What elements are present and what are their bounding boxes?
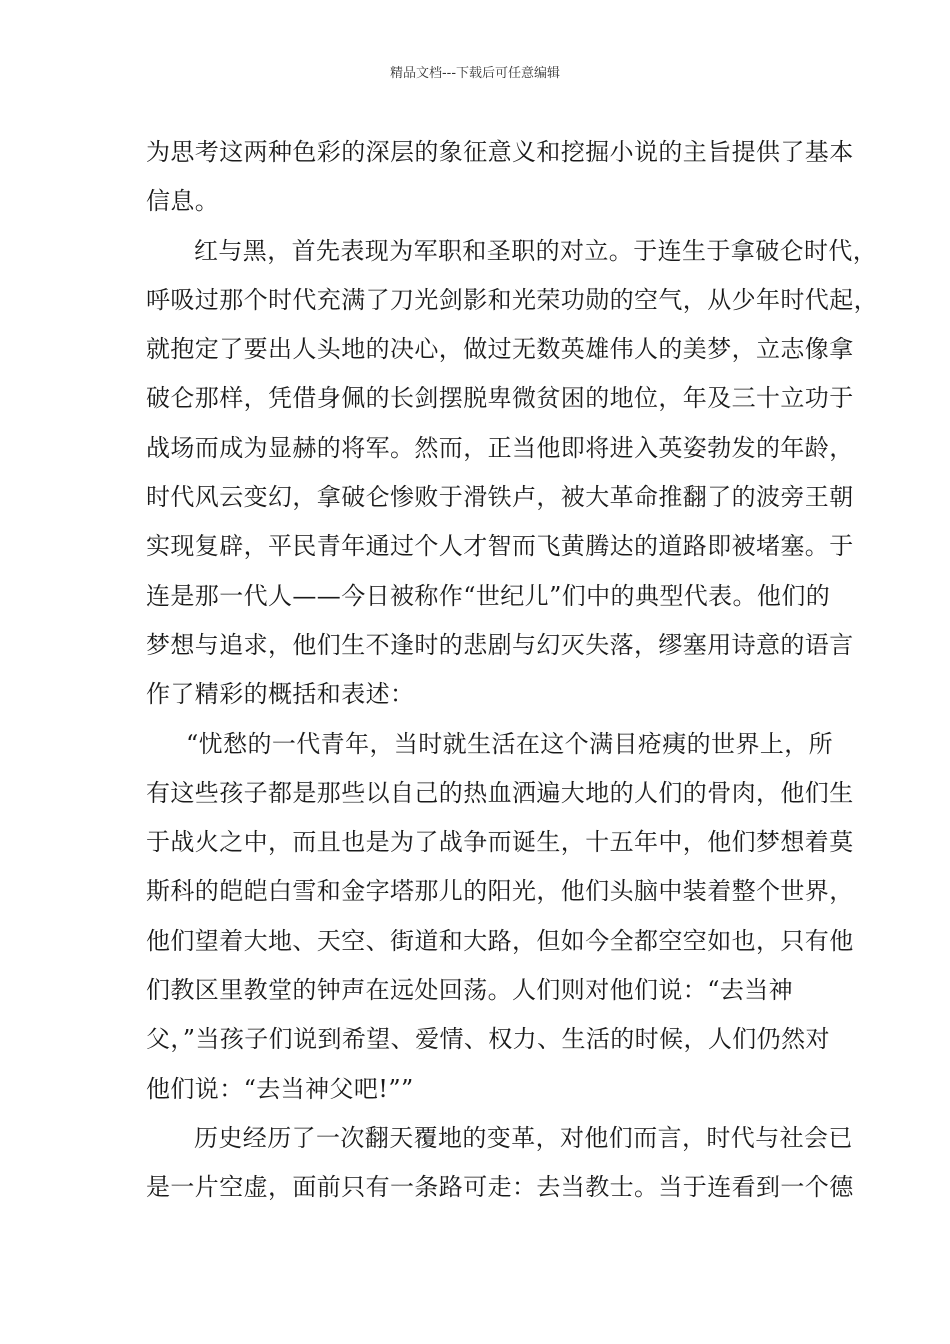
text-line: 连是那一代人——今日被称作“世纪儿”们中的典型代表。他们的 <box>146 581 831 610</box>
quote-start-line: “忧愁的一代青年，当时就生活在这个满目疮痍的世界上，所 <box>186 729 834 758</box>
text-line: 实现复辟，平民青年通过个人才智而飞黄腾达的道路即被堵塞。于 <box>146 532 854 561</box>
document-body <box>146 128 878 1213</box>
text-line: 有这些孩子都是那些以自己的热血洒遍大地的人们的骨肉，他们生 <box>146 778 854 807</box>
text-line: 斯科的皑皑白雪和金字塔那儿的阳光，他们头脑中装着整个世界， <box>146 877 854 906</box>
text-line: 他们望着大地、天空、街道和大路，但如今全都空空如也，只有他 <box>146 926 854 955</box>
text-line: 信息。 <box>146 187 220 216</box>
text-line: 为思考这两种色彩的深层的象征意义和挖掘小说的主旨提供了基本 <box>146 138 854 166</box>
paragraph-start-line: 红与黑，首先表现为军职和圣职的对立。于连生于拿破仑时代， <box>194 236 878 265</box>
text-line: 战场而成为显赫的将军。然而，正当他即将进入英姿勃发的年龄， <box>146 433 854 462</box>
text-line: 时代风云变幻，拿破仑惨败于滑铁卢，被大革命推翻了的波旁王朝 <box>146 483 854 512</box>
text-line: 于战火之中，而且也是为了战争而诞生，十五年中，他们梦想着莫 <box>146 828 854 857</box>
text-line: 们教区里教堂的钟声在远处回荡。人们则对他们说：“去当神 <box>146 976 794 1005</box>
text-line: 父，”当孩子们说到希望、爱情、权力、生活的时候，人们仍然对 <box>146 1025 830 1054</box>
text-line: 破仑那样，凭借身佩的长剑摆脱卑微贫困的地位，年及三十立功于 <box>146 384 854 413</box>
text-line: 是一片空虚，面前只有一条路可走：去当教士。当于连看到一个德 <box>146 1173 854 1202</box>
text-line: 呼吸过那个时代充满了刀光剑影和光荣功勋的空气，从少年时代起， <box>146 285 878 314</box>
text-line: 就抱定了要出人头地的决心，做过无数英雄伟人的美梦，立志像拿 <box>146 335 854 364</box>
text-line: 作了精彩的概括和表述： <box>146 680 415 709</box>
page-header: 精品文档---下载后可任意编辑 <box>389 66 561 81</box>
text-line: 梦想与追求，他们生不逢时的悲剧与幻灭失落，缪塞用诗意的语言 <box>146 630 854 659</box>
paragraph-start-line: 历史经历了一次翻天覆地的变革，对他们而言，时代与社会已 <box>194 1123 853 1152</box>
text-line: 他们说：“去当神父吧!”” <box>146 1074 414 1103</box>
